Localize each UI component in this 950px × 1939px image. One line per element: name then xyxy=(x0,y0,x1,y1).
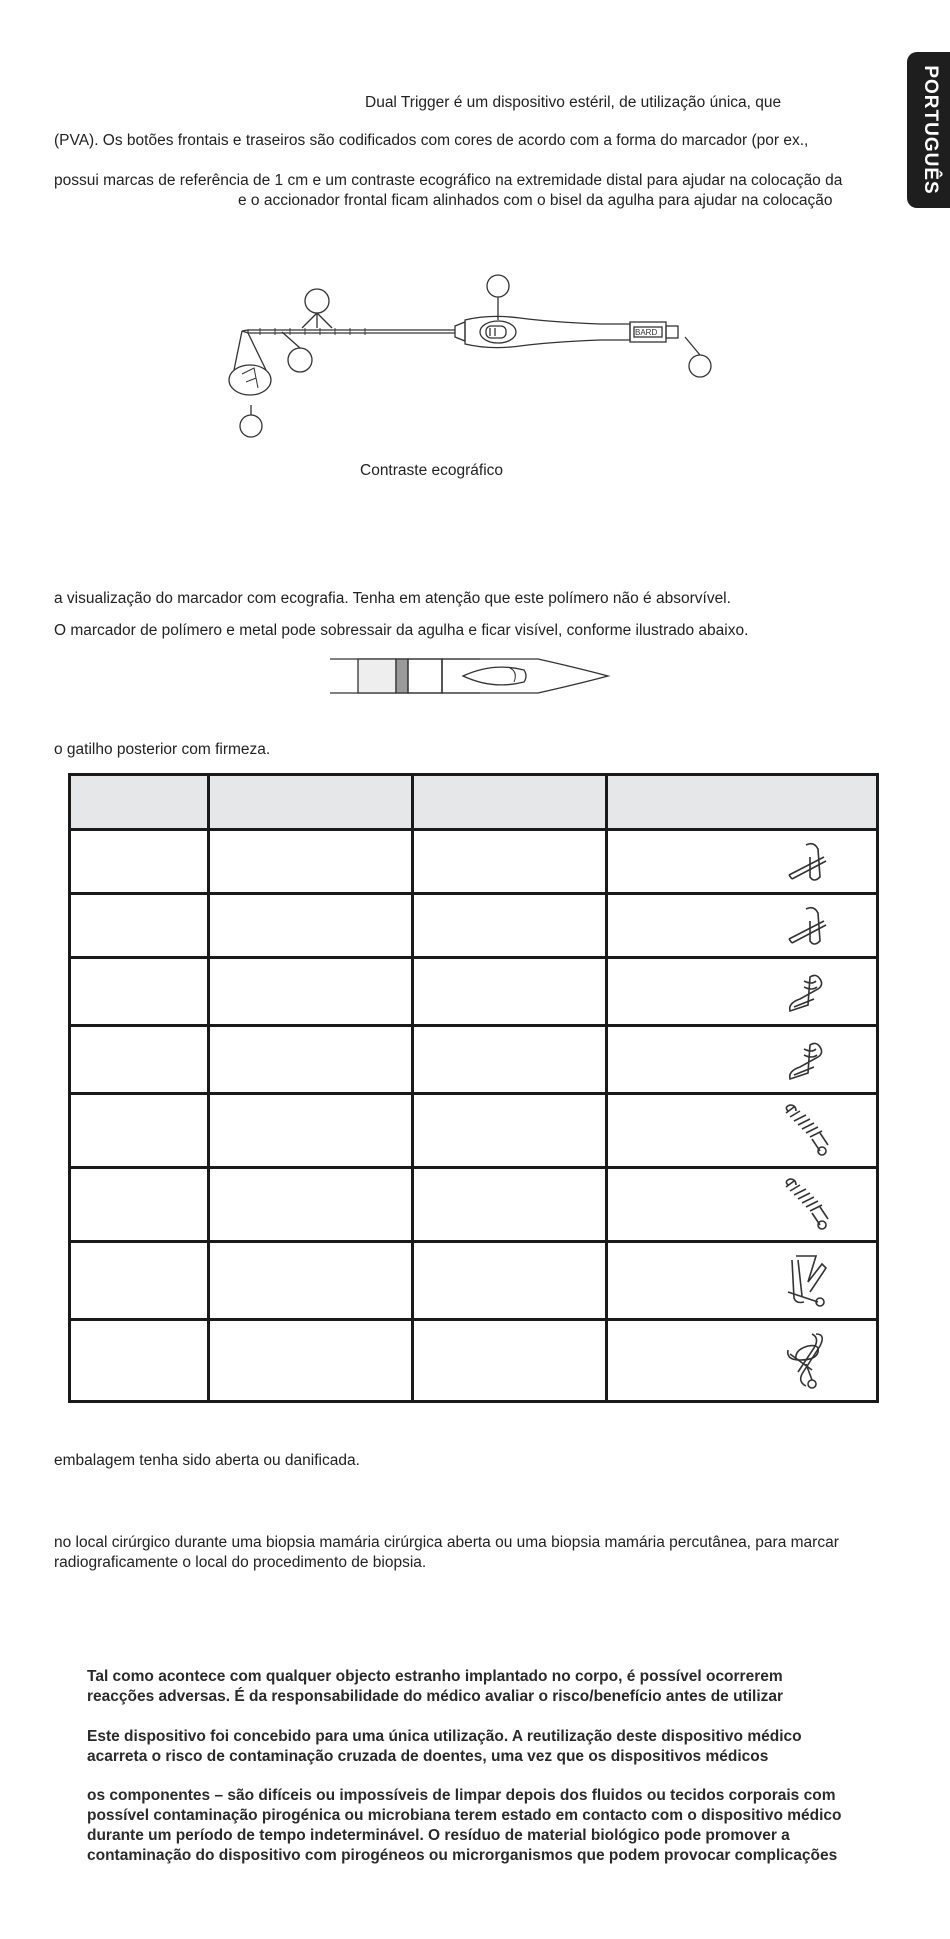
table-cell xyxy=(70,1094,209,1168)
table-cell xyxy=(209,1242,413,1320)
table-cell xyxy=(70,1026,209,1094)
table-cell xyxy=(70,1242,209,1320)
paragraph4-line-1: embalagem tenha sido aberta ou danificada. xyxy=(54,1452,360,1469)
table-cell xyxy=(413,1168,607,1242)
paragraph3-line-1: o gatilho posterior com firmeza. xyxy=(54,741,271,758)
warning2-line-1: Este dispositivo foi concebido para uma única utilização. A reutilização deste dispositivo médico xyxy=(87,1728,802,1745)
table-cell xyxy=(607,1094,878,1168)
wing-marker-icon xyxy=(782,1252,834,1310)
table-cell xyxy=(607,1168,878,1242)
language-tab[interactable] xyxy=(907,52,950,208)
warning1-line-2: reacções adversas. É da responsabilidade do médico avaliar o risco/benefício antes de utilizar xyxy=(87,1688,784,1705)
warning3-line-3: durante um período de tempo indeterminável. O resíduo de material biológico pode promover a xyxy=(87,1827,790,1844)
warning3-line-2: possível contaminação pirogénica ou microbiana terem estado em contacto com o dispositivo médico xyxy=(87,1807,842,1824)
table-cell xyxy=(607,1026,878,1094)
table-header-cell xyxy=(413,775,607,830)
table-header-cell xyxy=(209,775,413,830)
table-header-cell xyxy=(607,775,878,830)
device-illustration xyxy=(220,270,730,450)
table-cell xyxy=(413,1094,607,1168)
table-row xyxy=(70,1026,878,1094)
table-cell xyxy=(209,1094,413,1168)
table-cell xyxy=(209,1168,413,1242)
table-cell xyxy=(607,894,878,958)
table-cell xyxy=(607,1320,878,1402)
table-row xyxy=(70,1094,878,1168)
warning3-line-1: os componentes – são difíceis ou impossíveis de limpar depois dos fluidos ou tecidos corporais com xyxy=(87,1787,836,1804)
table-cell xyxy=(70,830,209,894)
table-header-cell xyxy=(70,775,209,830)
intro-line-1: Dual Trigger é um dispositivo estéril, de utilização única, que xyxy=(365,94,782,111)
coil-loop-marker-icon xyxy=(784,967,834,1017)
table-cell xyxy=(70,1168,209,1242)
table-row xyxy=(70,1320,878,1402)
table-row xyxy=(70,1242,878,1320)
table-cell xyxy=(209,958,413,1026)
figure1-caption: Contraste ecográfico xyxy=(360,462,504,479)
table-cell xyxy=(607,958,878,1026)
table-row xyxy=(70,830,878,894)
table-cell xyxy=(413,1242,607,1320)
table-cell xyxy=(413,1026,607,1094)
warning1-line-1: Tal como acontece com qualquer objecto estranho implantado no corpo, é possível ocorrerem xyxy=(87,1668,783,1685)
table-cell xyxy=(70,1320,209,1402)
table-header-row xyxy=(70,775,878,830)
table-cell xyxy=(413,958,607,1026)
table-row xyxy=(70,1168,878,1242)
intro-line-3: possui marcas de referência de 1 cm e um contraste ecográfico na extremidade distal para ajudar na colocação da xyxy=(54,172,843,189)
table-cell xyxy=(70,958,209,1026)
table-row xyxy=(70,894,878,958)
table-cell xyxy=(209,1026,413,1094)
table-cell xyxy=(209,830,413,894)
warning2-line-2: acarreta o risco de contaminação cruzada de doentes, uma vez que os dispositivos médicos xyxy=(87,1748,769,1765)
svg-text:BARD: BARD xyxy=(635,328,658,337)
spring-coil-marker-icon xyxy=(782,1103,834,1159)
table-row xyxy=(70,958,878,1026)
table-cell xyxy=(413,1320,607,1402)
ribbon-marker-icon xyxy=(784,901,834,951)
table-cell xyxy=(413,894,607,958)
table-cell xyxy=(413,830,607,894)
intro-line-2: (PVA). Os botões frontais e traseiros são codificados com cores de acordo com a forma do marcador (por ex., xyxy=(54,132,809,149)
spring-coil-marker-icon xyxy=(782,1177,834,1233)
table-cell xyxy=(70,894,209,958)
paragraph5-line-1: no local cirúrgico durante uma biopsia mamária cirúrgica aberta ou uma biopsia mamária percutânea, para marcar xyxy=(54,1534,839,1551)
table-cell xyxy=(607,830,878,894)
table-cell xyxy=(209,894,413,958)
paragraph5-line-2: radiograficamente o local do procedimento de biopsia. xyxy=(54,1554,427,1571)
table-cell xyxy=(607,1242,878,1320)
ribbon-marker-icon xyxy=(784,837,834,887)
language-tab-label: PORTUGUÊS xyxy=(920,65,941,195)
paragraph2-line-2: O marcador de polímero e metal pode sobressair da agulha e ficar visível, conforme ilustrado abaixo. xyxy=(54,622,749,639)
table-cell xyxy=(209,1320,413,1402)
warning3-line-4: contaminação do dispositivo com pirogéneos ou microrganismos que podem provocar complicações xyxy=(87,1847,838,1864)
needle-tip-illustration xyxy=(328,654,613,698)
paragraph2-line-1: a visualização do marcador com ecografia. Tenha em atenção que este polímero não é absorvível. xyxy=(54,590,731,607)
coil-loop-marker-icon xyxy=(784,1035,834,1085)
twist-marker-icon xyxy=(782,1330,834,1392)
marker-table xyxy=(68,773,879,1403)
intro-line-4: e o accionador frontal ficam alinhados com o bisel da agulha para ajudar na colocação xyxy=(238,192,833,209)
